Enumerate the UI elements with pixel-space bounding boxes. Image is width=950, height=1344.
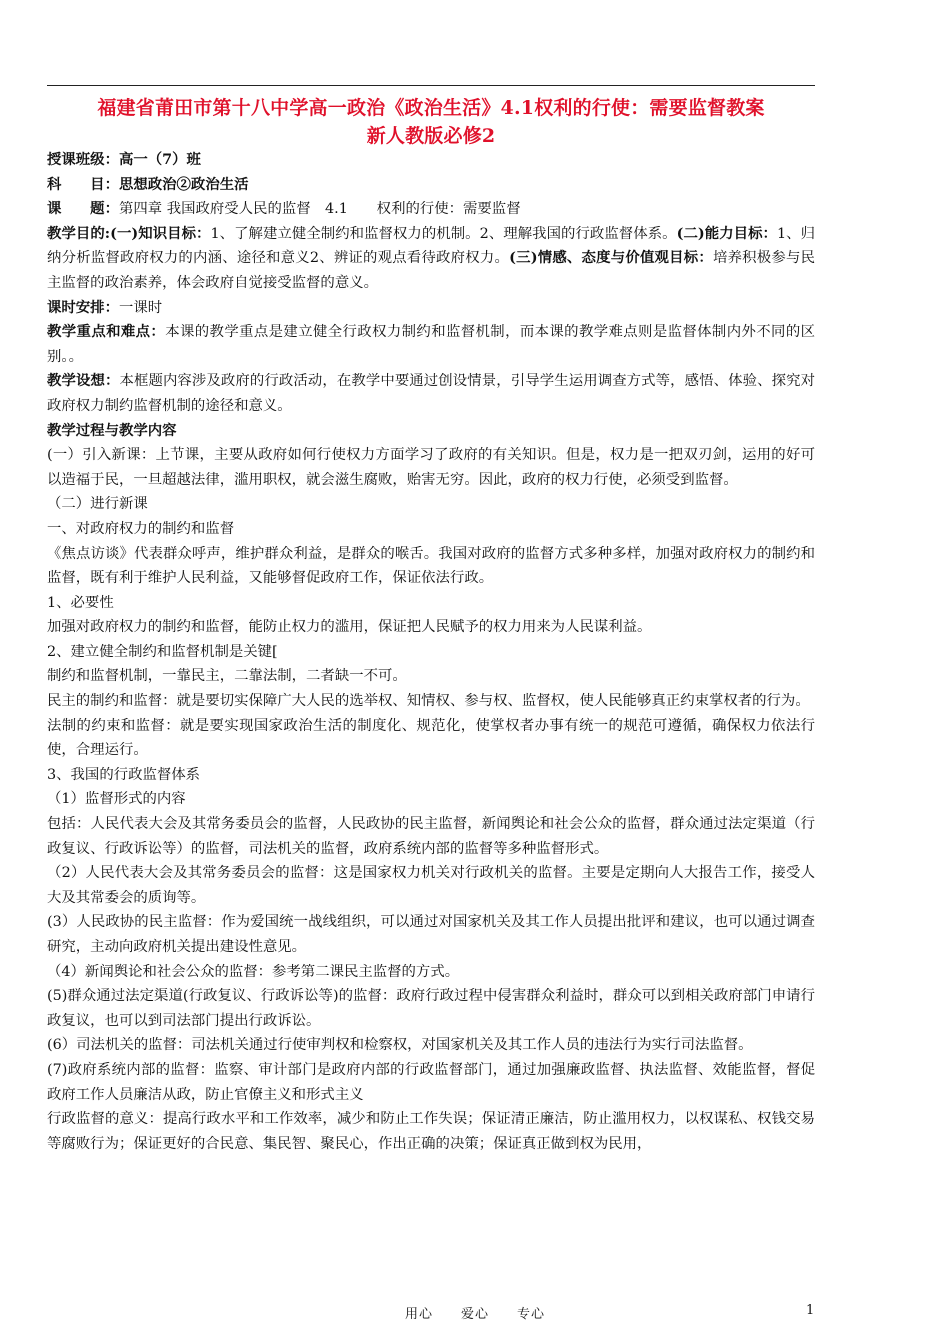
ability-text: 1、归纳分析监督政府权力的内涵、途径和意义2、辨证的观点看待政府权力。 [47,225,816,267]
keypoints-text: 本课的教学重点是建立健全行政权力制约和监督机制，而本课的教学难点则是监督体制内外不同的区别。。 [47,324,815,365]
body-paragraph: 1、必要性 [47,594,114,611]
subject-line [47,173,815,198]
body-paragraph: 民主的制约和监督：就是要切实保障广大人民的选举权、知情权、参与权、监督权，使人民能够真正约束掌权者的行为。 [47,693,810,710]
body-paragraph: 3、我国的行政监督体系 [47,766,201,783]
class-label: 授课班级： [47,151,119,168]
knowledge-text: 1、了解建立健全制约和监督权力的机制。2、理解我国的行政监督体系。 [210,225,677,242]
body-paragraph: 一、对政府权力的制约和监督 [47,520,235,537]
class-line [47,148,815,173]
document-body [47,148,815,1156]
document-title [47,94,815,150]
emotion-label: (三)情感、态度与价值观目标： [509,249,713,267]
body-paragraph: (6）司法机关的监督：司法机关通过行使审判权和检察权，对国家机关及其工作人员的违法行为实行司法监督。 [47,1037,753,1054]
topic-line [47,197,815,222]
body-paragraph: （1）监督形式的内容 [47,791,186,808]
body-paragraph: (5)群众通过法定渠道(行政复议、行政诉讼等)的监督：政府行政过程中侵害群众利益时，群众可以到相关政府部门申请行政复议，也可以到司法部门提出行政诉讼。 [47,988,815,1029]
body-paragraph: 制约和监督机制，一靠民主，二靠法制，二者缺一不可。 [47,668,407,685]
footer-motto: 用心 爱心 专心 [404,1307,545,1322]
subject-value: 思想政治②政治生活 [118,175,249,193]
objectives-label: 教学目的: [47,224,111,242]
body-paragraph: 加强对政府权力的制约和监督，能防止权力的滥用，保证把人民赋予的权力用来为人民谋利益。 [47,619,652,636]
body-paragraph: 包括：人民代表大会及其常务委员会的监督，人民政协的民主监督，新闻舆论和社会公众的监督，群众通过法定渠道（行政复议、行政诉讼等）的监督，司法机关的监督，政府系统内部的监督等多种监督形式。 [47,816,815,857]
body-paragraph: 《焦点访谈》代表群众呼声，维护群众利益，是群众的喉舌。我国对政府的监督方式多种多样，加强对政府权力的制约和监督，既有利于维护人民利益，又能够督促政府工作，保证依法行政。 [47,545,815,587]
ability-label: (二)能力目标： [676,224,777,242]
body-paragraph: （二）进行新课 [47,496,148,513]
knowledge-label: (一)知识目标： [110,224,211,242]
body-paragraph: （4）新闻舆论和社会公众的监督：参考第二课民主监督的方式。 [47,963,460,980]
schedule-label: 课时安排： [47,298,119,316]
body-paragraph: 2、建立健全制约和监督机制是关键[ [47,643,278,660]
title-line-2: 新人教版必修2 [366,125,496,147]
body-paragraph: 法制的约束和监督：就是要实现国家政治生活的制度化、规范化，使掌权者办事有统一的规范可遵循，确保权力依法行使，合理运行。 [47,717,815,759]
schedule-line [47,296,815,321]
body-paragraph: （2）人民代表大会及其常务委员会的监督：这是国家权力机关对行政机关的监督。主要是定期向人大报告工作，接受人大及其常委会的质询等。 [47,865,815,906]
body-paragraph: (7)政府系统内部的监督：监察、审计部门是政府内部的行政监督部门，通过加强廉政监督、执法监督、效能监督，督促政府工作人员廉洁从政，防止官僚主义和形式主义 [47,1061,815,1103]
keypoints-line [47,320,815,369]
keypoints-label: 教学重点和难点： [47,323,166,341]
emotion-text: 培养积极参与民主监督的政治素养，体会政府自觉接受监督的意义。 [47,250,815,291]
topic-label: 课 题： [47,200,119,218]
topic-value: 第四章 我国政府受人民的监督 4.1 权利的行使：需要监督 [118,201,521,218]
page-number: 1 [806,1303,815,1318]
design-label: 教学设想： [47,372,120,390]
objectives [47,222,815,296]
body-paragraph: (3）人民政协的民主监督：作为爱国统一战线组织，可以通过对国家机关及其工作人员提出批评和建议，也可以通过调查研究，主动向政府机关提出建设性意见。 [47,914,815,955]
subject-label: 科 目： [47,175,119,193]
body-paragraph: (一）引入新课：上节课，主要从政府如何行使权力方面学习了政府的有关知识。但是，权力是一把双刃剑，运用的好可以造福于民，一旦超越法律，滥用职权，就会滋生腐败，贻害无穷。因此，政府的权力行使，必须受到监督。 [47,447,815,488]
class-value: 高一（7）班 [118,151,201,168]
process-heading: 教学过程与教学内容 [47,421,177,439]
header-rule [47,85,815,86]
design-text: 本框题内容涉及政府的行政活动，在教学中要通过创设情景，引导学生运用调查方式等，感悟、体验、探究对政府权力制约监督机制的途径和意义。 [47,373,815,414]
design-line [47,369,815,418]
title-line-1: 福建省莆田市第十八中学高一政治《政治生活》4.1权利的行使：需要监督教案 [97,97,765,119]
body-paragraph: 行政监督的意义：提高行政水平和工作效率，减少和防止工作失误；保证清正廉洁，防止滥用权力，以权谋私、权钱交易等腐败行为；保证更好的合民意、集民智、聚民心，作出正确的决策；保证真正做到权为民用， [47,1111,815,1152]
schedule-text: 一课时 [118,299,163,316]
